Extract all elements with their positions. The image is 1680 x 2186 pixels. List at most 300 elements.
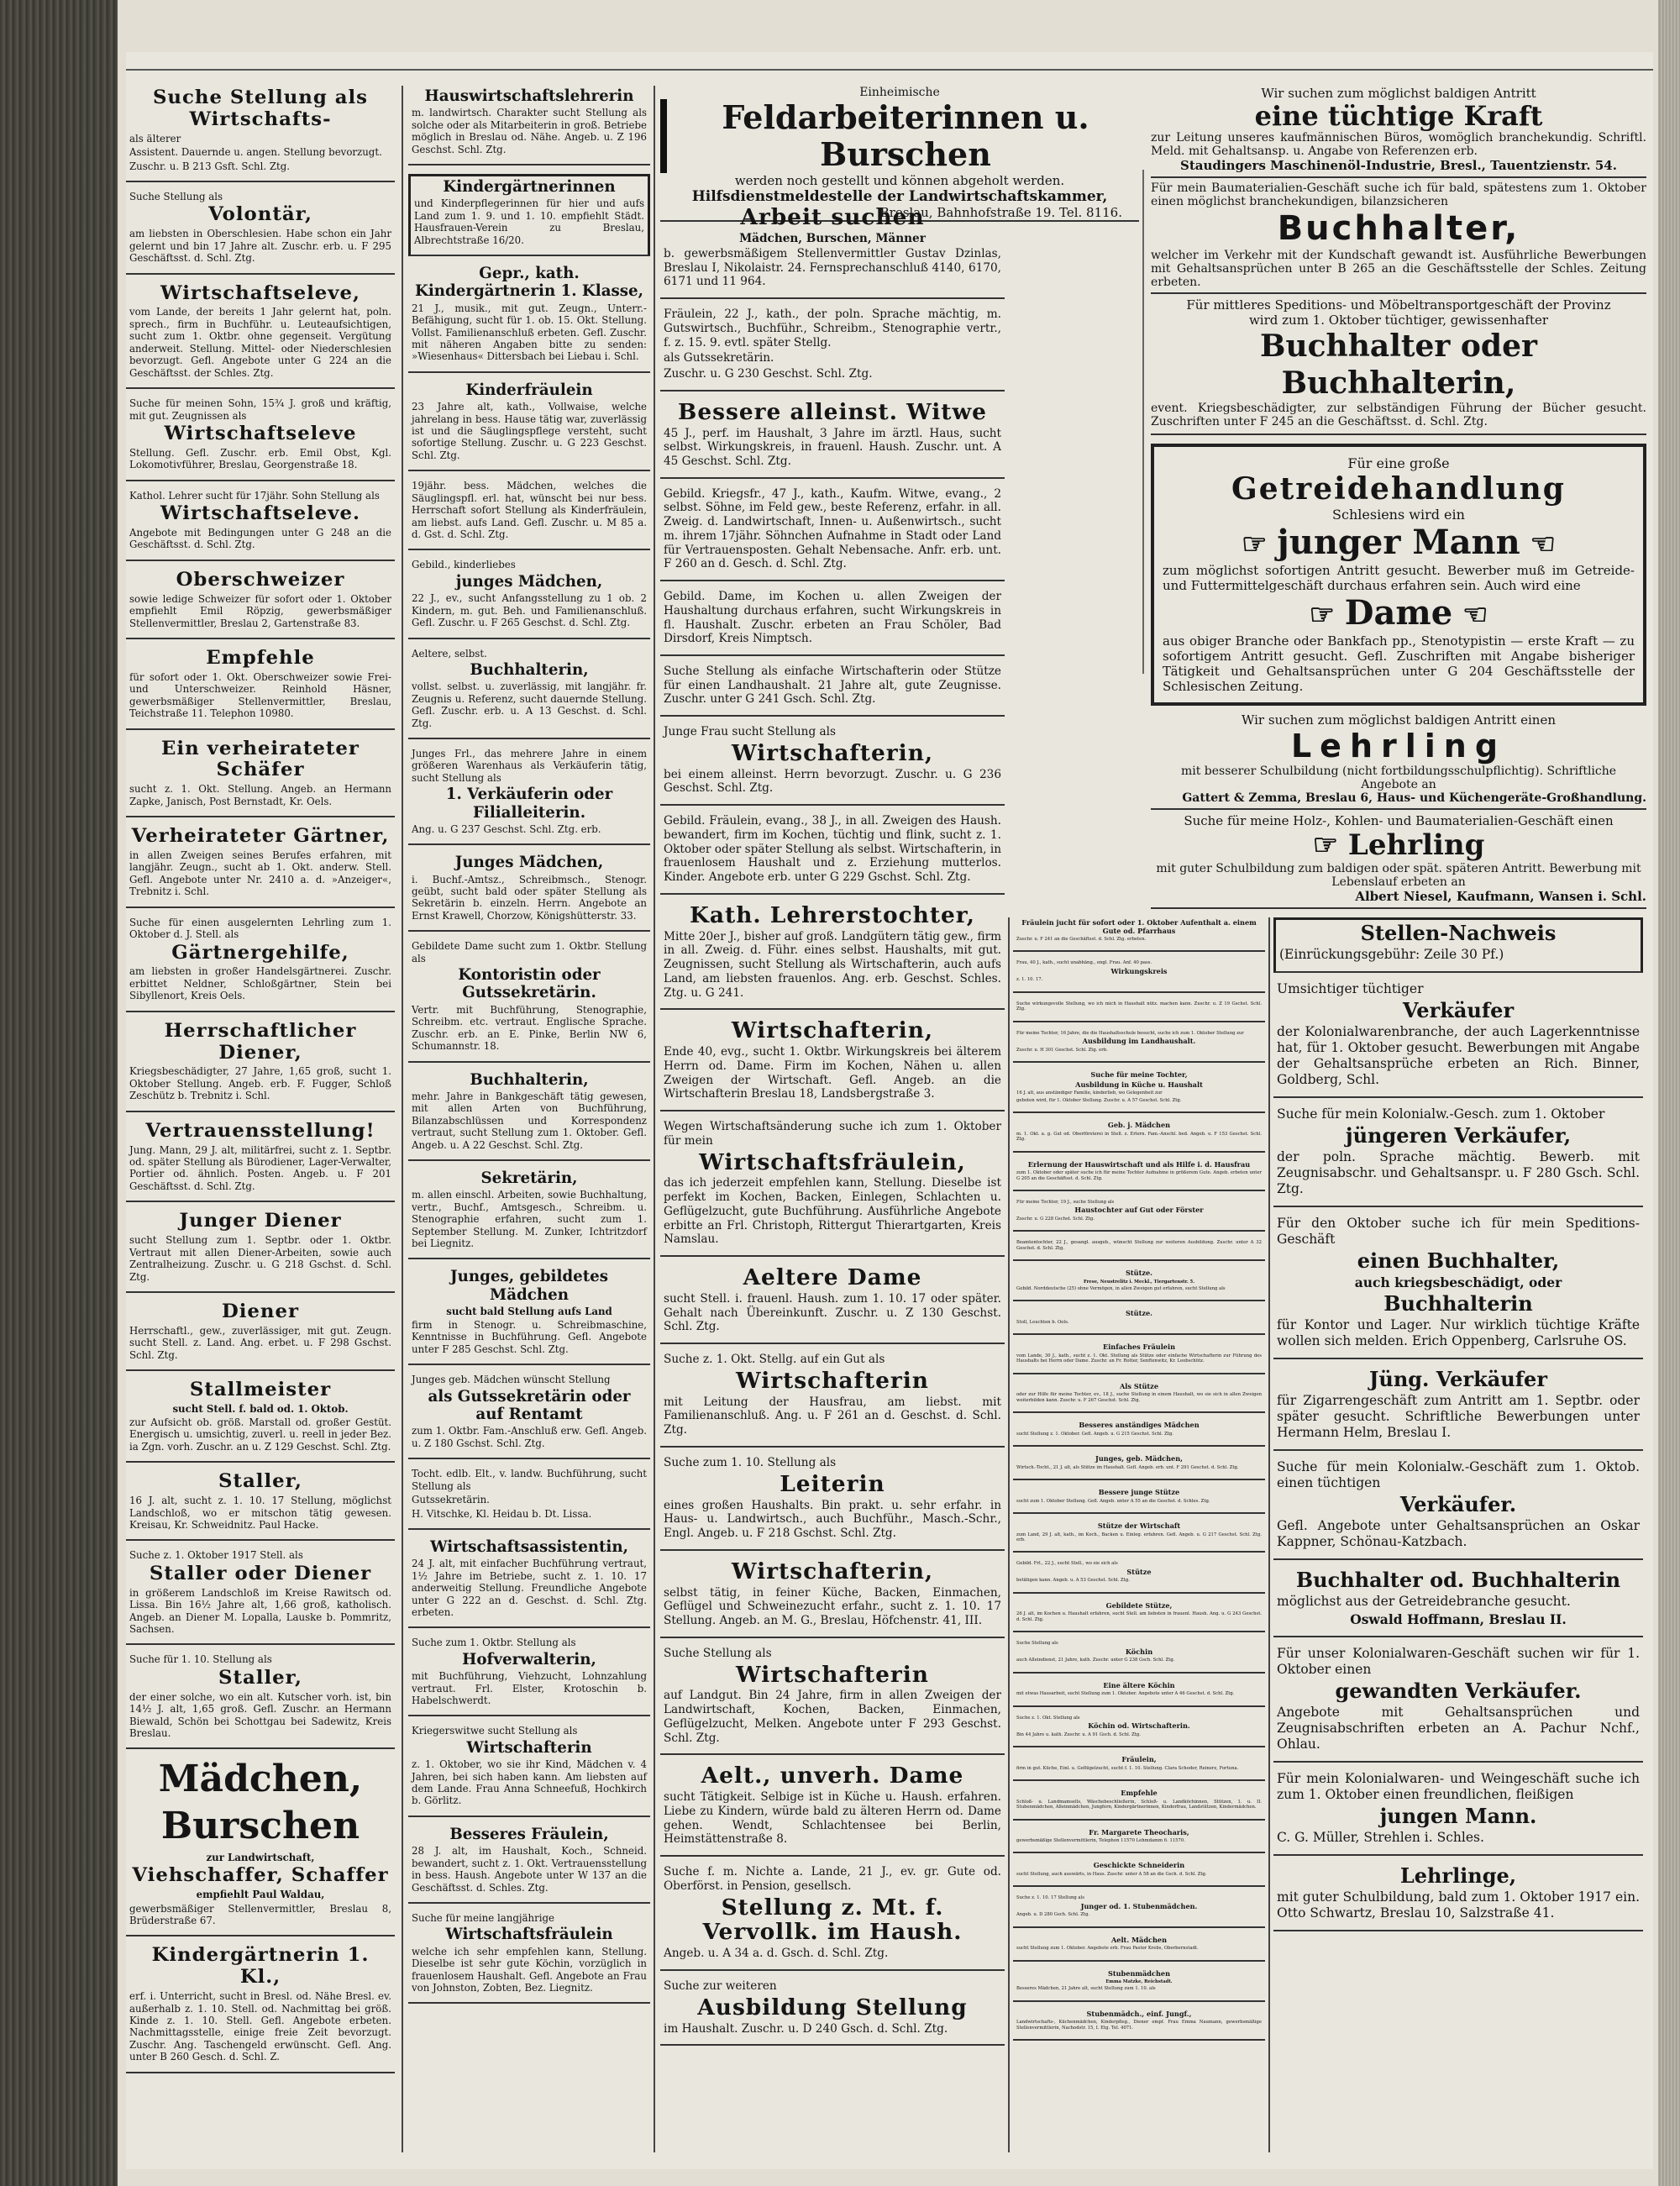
ad-headline: Stütze (1126, 1567, 1152, 1576)
ad-headline: Bessere alleinst. Witwe (678, 398, 987, 425)
ad-text: geboten wird, für 1. Oktober Stellung. Zuschr. u. A 57 Geschst. Schl. Ztg. (1016, 1097, 1182, 1103)
ad-text: z. 1. 10. 17. (1016, 977, 1043, 983)
ad-text: im Haushalt. Zuschr. u. D 240 Gsch. d. Schl. Ztg. (664, 2021, 948, 2036)
ad-headline: Suche Stellung als Wirtschafts- (152, 87, 369, 130)
classified-ad (126, 570, 395, 639)
ad-intro: Suche für mein Kolonialw.-Geschäft zum 1. Oktob. einen tüchtigen (1277, 1459, 1640, 1490)
ad-text: Angebote mit Gehaltsansprüchen und Zeugnisabschriften erbeten an A. Pachur Nchf., Ohlau. (1277, 1705, 1640, 1752)
classified-ad (660, 1120, 1005, 1257)
ad-text: für Kontor und Lager. Nur wirklich tüchtige Kräfte wollen sich melden. Erich Oppenberg, Carlsruhe OS. (1277, 1317, 1640, 1348)
ad-headline: Besseres Fräulein, (449, 1825, 609, 1843)
ad-headline: Stütze der Wirtschaft (1097, 1521, 1181, 1531)
ad-intro: Suche für mein Kolonialw.-Gesch. zum 1. Oktober (1277, 1106, 1605, 1122)
ad-line: Suche für meine Holz-, Kohlen- und Baumaterialien-Geschäft einen (1184, 813, 1614, 828)
ad-intro: Suche zur weiteren (664, 1979, 777, 1994)
classified-ad (126, 283, 395, 389)
ad-text: Zuschr. u. B 213 Gsft. Schl. Ztg. (129, 160, 291, 172)
ad-headline: Wirtschafterin (736, 1661, 929, 1688)
classified-ad (1013, 1383, 1265, 1413)
classified-ad (408, 174, 650, 256)
ad-text: 26 J. alt, im Kochen u. Haushalt erfahren, sucht Stell. am liebsten in frauenl. Haush. Ang. u. G 243 Geschst. d. Schl. Ztg. (1016, 1611, 1262, 1622)
classified-ad (660, 1647, 1005, 1756)
ad-text: sucht Stellung zum 1. Septbr. oder 1. Oktbr. Vertraut mit allen Diener-Arbeiten, sowie auch Zentralheizung. Zuschr. u. G 218 Gschst. d. Schl. Ztg. (129, 1234, 391, 1283)
ad-text: vollst. selbst. u. zuverlässig, mit langjähr. fr. Zeugnis u. Referenz, sucht dauernde Stellung. Gefl. Zuschr. erb. u. A 13 Geschst. d. Schl. Ztg. (412, 680, 647, 729)
ad-headline: Stallmeister (189, 1379, 332, 1401)
classified-ad (408, 1468, 650, 1530)
classified-ad (660, 1865, 1005, 1971)
classified-ad (126, 917, 395, 1012)
ad-headline: Kontoristin oder Gutssekretärin. (458, 966, 601, 1002)
ad-intro: Kathol. Lehrer sucht für 17jähr. Sohn Stellung als (129, 489, 380, 502)
ad-headline: Wirtschaftsassistentin, (430, 1537, 628, 1556)
classified-ad (660, 1456, 1005, 1551)
ad-text: Stoll, Leuchten b. Oels. (1016, 1319, 1069, 1325)
classified-ad (1013, 1001, 1265, 1022)
pointing-hand-icon: ☞ (1309, 598, 1345, 632)
ad-headline: Ausbildung Stellung (697, 1994, 968, 2020)
ad-text: 19jähr. bess. Mädchen, welches die Säuglingspfl. erl. hat, wünscht bei nur bess. Herrschaft sofort Stellung als Kinderfräulein, am liebst. aufs Land. Gefl. Zuschr. u. M 85 a. d. Gst. d. Schl. Ztg. (412, 480, 647, 541)
ad-text: Gebild. Fräulein, evang., 38 J., in all. Zweigen des Haush. bewandert, firm im Kochen, tüchtig und flink, sucht z. 1. Oktober oder später Stellung als selbst. Wirtschafterin, in frauenlosem Haushalt und z. Erziehung mutterlos. Kinder. Angebote erb. unter G 229 Gschst. Schl. Ztg. (664, 814, 1001, 885)
ad-line: Für eine große (1347, 455, 1450, 471)
ad-headline: 1. Verkäuferin oder Filialleiterin. (445, 786, 613, 822)
ad-headline: jungen Mann. (1379, 1804, 1537, 1828)
ad-headline: einen Buchhalter, (1357, 1248, 1560, 1273)
ad-headline: Gebildete Stütze, (1105, 1600, 1173, 1610)
ad-headline: Buchhalter, (1277, 209, 1520, 248)
ad-headline: gewandten Verkäufer. (1335, 1679, 1582, 1703)
ad-text: selbst tätig, in feiner Küche, Backen, Einmachen, Geflügel und Schweinezucht erfahr., sucht z. 1. 10. 17 Stellung. Angeb. an M. G., Breslau, Höfchenstr. 41, III. (664, 1585, 1001, 1628)
ad-text: Gebild. Norddeutsche (25) ohne Vermögen, in allen Zweigen gut erfahren, sucht Stellung als (1016, 1285, 1226, 1291)
classified-ad (1013, 1789, 1265, 1820)
classified-ad (660, 400, 1005, 479)
column-3 (660, 203, 1005, 2144)
ad-text: Jung. Mann, 29 J. alt, militärfrei, sucht z. 1. Septbr. od. später Stellung als Bürodiener, Lager-Verwalter, Portier od. ähnlich. Posten. Angeb. u. F 201 Geschäftsst. d. Schl. Ztg. (129, 1143, 391, 1192)
ad-text: sucht z. 1. Okt. Stellung. Angeb. an Hermann Zapke, Janisch, Post Bernstadt, Kr. Oels. (129, 783, 391, 807)
ad-text: m. allen einschl. Arbeiten, sowie Buchhaltung, vertr., Buchf., Amtsgesch., Schreibm. u. Stenographie erfahren, sucht zum 1. September Stellung. M. Zunker, Ichtritzdorf bei Liegnitz. (412, 1189, 647, 1249)
ad-headline: Buchhalter od. Buchhalterin (1295, 1568, 1621, 1592)
ad-big-headline: Burschen (160, 1805, 360, 1848)
ad-text: mit guter Schulbildung, bald zum 1. Oktober 1917 ein. Otto Schwartz, Breslau 10, Salzstraße 41. (1277, 1889, 1640, 1921)
ad-subheadline: Mädchen, Burschen, Männer (739, 231, 926, 245)
ad-headline: Wirtschaftseleve, (160, 281, 360, 304)
classified-ad (1273, 1459, 1643, 1560)
classified-ad (126, 738, 395, 818)
ad-signature: empfiehlt Paul Waldau, (196, 1889, 325, 1901)
ad-text: sowie ledige Schweizer für sofort oder 1. Oktober empfiehlt Emil Röpzig, gewerbsmäßiger Stellenvermittler, Breslau 2, Gartenstraße 83. (129, 592, 391, 629)
ad-headline: Kinderfräulein (465, 381, 593, 399)
ad-text: b. gewerbsmäßigem Stellenvermittler Gustav Dzinlas, Breslau I, Nikolaistr. 24. Fernsprechanschluß 4140, 6170, 6171 und 11 964. (664, 246, 1001, 289)
classified-ad (1013, 919, 1265, 952)
top-rule (126, 69, 1653, 71)
ad-headline: Stellung z. Mt. f. Vervollk. im Haush. (702, 1894, 963, 1946)
classified-ad (1013, 1200, 1265, 1232)
ad-line: zur Leitung unseres kaufmännischen Büros, womöglich branchekundig. Schriftl. Meld. mit Gehaltsansp. u. Angabe von Referenzen erb. (1151, 131, 1646, 158)
classified-ad (1013, 1071, 1265, 1113)
ad-text: sucht Stellung, auch auswärts, in Haus. Zuschr. unter A 58 an die Gsch. d. Schl. Ztg. (1016, 1871, 1207, 1877)
classified-ad (660, 1559, 1005, 1638)
ad-intro: Für mein Kolonialwaren- und Weingeschäft suche ich zum 1. Oktober einen freundlichen, fleißigen (1277, 1771, 1640, 1802)
ad-headline: Haustochter auf Gut oder Förster (1074, 1206, 1204, 1215)
ad-text: (Einrückungsgebühr: Zeile 30 Pf.) (1279, 947, 1504, 962)
ad-intro: Suche z. 1. Okt. Stellg. auf ein Gut als (664, 1353, 885, 1367)
ad-text: Beamtentochter, 22 J., gesangl. ausgeb., wünscht Stellung zur weiteren Ausbildung. Zuschr. unter A 32 Geschst. d. Schl. Ztg. (1016, 1240, 1262, 1251)
ad-intro: Suche z. 1. Oktober 1917 Stell. als (129, 1549, 303, 1562)
ad-intro: Für meine Tochter, 19 J., suche Stellung als (1016, 1200, 1115, 1206)
ad-text: C. G. Müller, Strehlen i. Schles. (1277, 1830, 1484, 1845)
ad-text: Gebild. Kriegsfr., 47 J., kath., Kaufm. Witwe, evang., 2 selbst. Söhne, im Feld gew., beste Referenz, erfahr. in all. Zweig. d. Landwirtschaft, Innen- u. Außenwirtsch., sucht m. ihrem 17jähr. Söhnchen Aufnahme in Stadt oder Land für Vertrauensposten. Gehalt Nebensache. Anfr. erb. unt. F 260 an d. Gesch. d. Schl. Ztg. (664, 486, 1001, 571)
classified-ad (408, 648, 650, 739)
ad-text: zur Aufsicht ob. größ. Marstall od. großer Gestüt. Energisch u. umsichtig, zuverl. u. reell in jeder Bez. ia Zgn. vorh. Zuschr. an u. Z 129 Geschst. Schl. Ztg. (129, 1416, 391, 1453)
ad-headline: Arbeit suchen (740, 204, 925, 230)
ad-headline: Ausbildung in Küche u. Haushalt (1075, 1080, 1203, 1089)
ad-headline: Kindergärtnerinnen (443, 178, 616, 197)
ad-headline: Lehrlinge, (1399, 1863, 1517, 1888)
classified-ad (1013, 1269, 1265, 1301)
ad-text: welche ich sehr empfehlen kann, Stellung. Dieselbe ist sehr gute Köchin, vorzüglich in frauenlosem Haushalt. Gefl. Angebote an Frau von Johnston, Zobten, Bez. Liegnitz. (412, 1945, 647, 1994)
ad-headline (1163, 523, 1635, 563)
ad-text: m. 1. Okt. a. g. Gut od. Oberförsterei in Stell. z. Erlern. Fam.-Anschl. bed. Angeb. u. F 153 Geschst. Schl. Ztg. (1016, 1131, 1262, 1143)
classified-ad (1013, 1240, 1265, 1261)
classified-ad (660, 307, 1005, 391)
ad-text: Zuschr. u. G 228 Gschst. Schl. Ztg. (1016, 1216, 1095, 1222)
ad-signature: Oswald Hoffmann, Breslau II. (1350, 1611, 1567, 1627)
ad-line: event. Kriegsbeschädigter, zur selbständigen Führung der Bücher gesucht. Zuschriften unter F 245 an die Geschäftsst. d. Schl. Ztg. (1151, 402, 1646, 435)
ad-text: mit Leitung der Hausfrau, am liebst. mit Familienanschluß. Ang. u. F 261 an d. Geschst. d. Schl. Ztg. (664, 1395, 1001, 1437)
classified-ad (408, 854, 650, 932)
classified-ad (1273, 1646, 1643, 1763)
ad-intro: Wegen Wirtschaftsänderung suche ich zum 1. Oktober für mein (664, 1120, 1001, 1148)
ad-line: Hilfsdienstmeldestelle der Landwirtschaftskammer, (691, 188, 1108, 205)
column-4 (1013, 917, 1265, 2144)
classified-ad (660, 814, 1005, 895)
ad-text: Fräulein, 22 J., kath., der poln. Sprache mächtig, m. Gutswirtsch., Buchführ., Schreibm., Stenographie vertr., f. z. 15. 9. evtl. später Stellg. (664, 307, 1001, 349)
ad-text: am liebsten in großer Handelsgärtnerei. Zuschr. erbittet Neldner, Schloßgärtner, Stein bei Sibyllenort, Kreis Oels. (129, 965, 391, 1002)
ad-intro: Suche zum 1. 10. Stellung als (664, 1455, 837, 1469)
classified-ad (126, 826, 395, 908)
ad-intro: Aeltere, selbst. (412, 647, 487, 659)
classified-ad (1013, 1561, 1265, 1593)
classified-ad (126, 1471, 395, 1541)
column-rule (1142, 170, 1144, 674)
ad-text: Assistent. Dauernde u. angen. Stellung bevorzugt. (129, 146, 382, 159)
ad-text: Angeb. u. D 280 Gsch. Schl. Ztg. (1016, 1912, 1090, 1918)
ad-subheadline: Emma Matzke, Reichstadt. (1105, 1979, 1173, 1985)
ad-line: Staudingers Maschinenöl-Industrie, Bresl., Tauentzienstr. 54. (1151, 158, 1646, 178)
column-4-content (1013, 919, 1265, 2041)
classified-ad (1013, 1310, 1265, 1335)
ad-text: vom Lande, der bereits 1 Jahr gelernt hat, poln. sprech., firm in Buchführ. u. Leuteaufsichtigen, sucht zum 1. Oktbr. ohne gegenseit. Vergütung anderweit. Stellung. Mittel- oder Niederschlesien bevorzugt. Gefl. Angebote unter G 224 an die Geschäftsst. der Schles. Ztg. (129, 306, 391, 379)
ad-headline: Stütze. (1125, 1309, 1153, 1318)
ad-intro: Junges Frl., das mehrere Jahre in einem größeren Warenhaus als Verkäuferin tätig, sucht Stellung als (412, 747, 647, 784)
ad-text: bei einem alleinst. Herrn bevorzugt. Zuschr. u. G 236 Geschst. Schl. Ztg. (664, 767, 1001, 796)
ad-text: Gefl. Angebote unter Gehaltsansprüchen an Oskar Kappner, Schönau-Katzbach. (1277, 1518, 1640, 1549)
classified-ad (408, 1374, 650, 1459)
ad-headline: Junger Diener (179, 1210, 342, 1232)
ad-text: vom Lande, 30 J., kath., sucht z. 1. Okt. Stellung als Stütze oder einfache Wirtschafterin zur Führung des Haushalts bei Herrn oder Dame. Zuschr. an Fr. Rotter, Senftenwitz, Kr. Leobschütz. (1016, 1353, 1262, 1364)
ad-headline: Wirtschafterin (736, 1367, 929, 1394)
classified-ad (1013, 1682, 1265, 1707)
ad-text: firm in Stenogr. u. Schreibmaschine, Kenntnisse in Buchführung. Gefl. Angebote unter F 285 Geschst. Schl. Ztg. (412, 1319, 647, 1355)
ad-headline: Ein verheirateter Schäfer (161, 737, 360, 781)
classified-ad (1013, 1161, 1265, 1191)
classified-ad (660, 590, 1005, 656)
ad-headline: Leiterin (780, 1470, 885, 1497)
ad-text: H. Vitschke, Kl. Heidau b. Dt. Lissa. (412, 1507, 592, 1520)
ad-text: Tocht. edlb. Elt., v. landw. Buchführung, sucht Stellung als (412, 1468, 647, 1492)
classified-ad (126, 1211, 395, 1293)
classified-ad (126, 1121, 395, 1203)
classified-ad (126, 87, 395, 182)
pointing-hand-icon: ☞ (1241, 528, 1278, 561)
ad-text: Mitte 20er J., bisher auf groß. Landgütern tätig gew., firm in all. Zweig. d. Führ. eines selbst. Haushalts, mit gut. Zeugnissen, sucht Stellung als Wirtschafterin, auch aufs Land, am liebsten frauenlos. Ang. erb. Geschst. Schles. Ztg. u. G 241. (664, 929, 1001, 1000)
ad-text: Zuschr. u. F 241 an die Geschäftsst. d. Schl. Ztg. erbeten. (1016, 937, 1147, 943)
ad-text: Suche Stellung als einfache Wirtschafterin oder Stütze für einen Landhaushalt. 21 Jahre alt, gute Zeugnisse. Zuschr. unter G 241 Gsch. Schl. Ztg. (664, 664, 1001, 707)
ad-headline: Suche für meine Tochter, (1090, 1070, 1188, 1080)
classified-ad (1013, 1122, 1265, 1152)
ad-intro: Suche f. m. Nichte a. Lande, 21 J., ev. gr. Gute od. Oberförst. in Pension, gesellsch. (664, 1865, 1001, 1893)
ad-intro: Für den Oktober suche ich für mein Speditions-Geschäft (1277, 1216, 1640, 1247)
ad-headline: Stubenmädch., einf. Jungf., (1086, 2009, 1192, 2018)
page-edge (1658, 0, 1680, 2186)
classified-ad (1013, 960, 1265, 992)
classified-ad (1273, 917, 1643, 973)
classified-ad (126, 490, 395, 561)
ad-headline: Wirtschaftsfräulein, (699, 1148, 966, 1175)
classified-ad (408, 480, 650, 550)
ad-headline-text: Lehrling (1347, 828, 1485, 862)
column-rule (654, 86, 655, 2152)
getreide-ad (1151, 444, 1646, 706)
ad-text: 23 Jahre alt, kath., Vollwaise, welche jahrelang in bess. Hause tätig war, zuverlässig ist und die Säuglingspflege versteht, sucht sofortige Stellung. Zuschr. u. G 223 Geschst. Schl. Ztg. (412, 401, 647, 461)
ad-text: i. Buchf.-Amtsz., Schreibmsch., Stenogr. geübt, sucht bald oder später Stellung als Sekretärin b. einzeln. Herrn. Angebote an Ernst Krawell, Chorzow, Königshütterstr. 33. (412, 873, 647, 922)
ad-headline: Besseres anständiges Mädchen (1079, 1421, 1200, 1430)
classified-ad (126, 1653, 395, 1749)
ad-text: mehr. Jahre in Bankgeschäft tätig gewesen, mit allen Arten von Buchführung, Bilanzabschlüssen und Korrespondenz vertraut, sucht Stellung zum 1. Oktober. Gefl. Angeb. u. A 22 Geschst. Schl. Ztg. (412, 1090, 647, 1151)
ad-text: z. 1. Oktober, wo sie ihr Kind, Mädchen v. 4 Jahren, bei sich haben kann. Am liebsten auf dem Lande. Frau Anna Schneefuß, Hochkirch b. Görlitz. (412, 1758, 647, 1807)
ad-text: Landwirtschafts-, Küchenmädchen, Kinderpfleg., Diener empf. Frau Emma Naumann, gewerbsmäßige Stellenvermittlerin, Nachodstr. 15, I. Etg. Tel. 4071. (1016, 2020, 1262, 2031)
ad-headline: als Gutssekretärin oder auf Rentamt (428, 1387, 631, 1424)
pointing-hand-icon: ☞ (1312, 828, 1348, 862)
ad-line: Gattert & Zemma, Breslau 6, Haus- und Küchengeräte-Großhandlung. (1151, 791, 1646, 810)
ad-headline: Kindergärtnerin 1. Kl., (151, 1944, 370, 1989)
classified-ad (126, 1549, 395, 1645)
classified-ad (408, 1637, 650, 1716)
classified-ad (408, 559, 650, 638)
ad-big-headline: Mädchen, (158, 1758, 363, 1801)
classified-ad (1273, 1771, 1643, 1856)
classified-ad (1013, 1421, 1265, 1447)
classified-ad (1013, 2010, 1265, 2041)
ad-text: Herrschaftl., gew., zuverlässiger, mit gut. Zeugn. sucht Stell. z. Land. Ang. erbet. u. F 298 Gschst. Schl. Ztg. (129, 1324, 391, 1361)
ad-headline: Empfehle (206, 646, 315, 669)
classified-ad (126, 1379, 395, 1463)
classified-ad (660, 1353, 1005, 1448)
ad-intro: Junges geb. Mädchen wünscht Stellung (412, 1374, 611, 1386)
ad-intro: Suche Stellung als (129, 191, 223, 202)
classified-ad (126, 1945, 395, 2073)
ad-line: Schlesiens wird ein (1332, 507, 1465, 523)
classified-ad (1273, 1216, 1643, 1359)
classified-ad (408, 940, 650, 1062)
classified-ad (660, 1763, 1005, 1857)
ad-text: als Gutssekretärin. (664, 351, 774, 365)
ad-headline: Wirtschaftsfräulein (445, 1926, 613, 1944)
ad-headline: Verkäufer (1402, 998, 1515, 1022)
ad-headline: Sekretärin, (480, 1169, 578, 1187)
classified-ad (1273, 1368, 1643, 1451)
ad-headline: Verkäufer. (1399, 1492, 1517, 1516)
ad-text: Gebild. Dame, im Kochen u. allen Zweigen der Haushaltung durchaus erfahren, sucht Wirkungskreis in fl. Haushalt. Zuschr. erbeten an Frau Schöler, Bad Dirsdorf, Kreis Nimptsch. (664, 590, 1001, 646)
ad-text: Suche wirkungsvolle Stellung, wo ich mich in Haushalt nütz. machen kann. Zuschr. u. Z 19 Gschst. Schl. Ztg. (1016, 1001, 1262, 1012)
classified-ad (660, 487, 1005, 581)
ad-text: Kriegsbeschädigter, 27 Jahre, 1,65 groß, sucht 1. Oktober Stellung. Angeb. erb. F. Fugger, Schloß Zeschütz b. Trebnitz i. Schl. (129, 1065, 391, 1102)
ad-text: Bin 44 Jahre u. kath. Zuschr. u. A 91 Gsch. d. Schl. Ztg. (1016, 1731, 1141, 1737)
ad-line: aus obiger Branche oder Bankfach pp., Stenotypistin — erste Kraft — zu sofortigem Antritt gesucht. Gefl. Zuschriften mit Angabe bisheriger Tätigkeit und Gehaltsansprüchen unter G 204 Geschäftsstelle der Schlesischen Zeitung. (1163, 633, 1635, 694)
pointing-hand-icon: ☜ (1452, 598, 1488, 632)
ad-headline: Staller, (218, 1666, 302, 1689)
ad-headline: Geb. j. Mädchen (1107, 1121, 1171, 1130)
classified-ad (408, 87, 650, 166)
ad-headline: junges Mädchen, (455, 572, 603, 591)
classified-ad (660, 1979, 1005, 2046)
ad-text: 45 J., perf. im Haushalt, 3 Jahre im ärztl. Haus, sucht selbst. Wirkungskreis, in frauenl. Haush. Zuschr. unt. A 45 Geschst. Schl. Ztg. (664, 426, 1001, 469)
ad-text: der einer solche, wo ein alt. Kutscher vorh. ist, bin 14½ J. alt, 1,65 groß. Gefl. Zuschr. an Hermann Biewald, Schön bei Schottgau bei Sadewitz, Kreis Breslau. (129, 1690, 391, 1740)
ad-text: Ang. u. G 237 Geschst. Schl. Ztg. erb. (412, 822, 601, 835)
ad-text: für Zigarrengeschäft zum Antritt am 1. Septbr. oder später gesucht. Schriftliche Bewerbungen unter Hermann Helm, Breslau I. (1277, 1393, 1640, 1440)
ad-line: Für mein Baumaterialien-Geschäft suche ich für bald, spätestens zum 1. Oktober einen möglichst branchekundigen, bilanzsicheren (1151, 181, 1646, 208)
classified-ad (660, 1018, 1005, 1111)
column-6 (1273, 917, 1643, 2144)
ad-text: Wirtsch.-Tocht., 21 J. alt, als Stütze im Haushalt. Gefl. Angeb. erb. unt. F 291 Geschst. d. Schl. Ztg. (1016, 1464, 1239, 1470)
ad-headline: Hofverwalterin, (462, 1650, 596, 1668)
classified-ad (1013, 1489, 1265, 1514)
ad-headline: Lehrling (1290, 728, 1507, 765)
classified-ad (1273, 1569, 1643, 1637)
classified-ad (408, 1071, 650, 1161)
ad-text: 16 J. alt, aus anständiger Familie, kinderlieb, wo Gelegenheit zur (1016, 1090, 1163, 1096)
ad-intro: Gebild., kinderliebes (412, 559, 516, 571)
classified-ad (126, 1758, 395, 1936)
classified-ad (660, 725, 1005, 806)
ad-text: der Kolonialwarenbranche, der auch Lagerkenntnisse hat, für 1. Oktober gesucht. Bewerbungen mit Angabe der Gehaltsansprüche erbeten an Rich. Binner, Goldberg, Schl. (1277, 1024, 1640, 1087)
classified-ad (1013, 1602, 1265, 1632)
classified-ad (126, 1301, 395, 1371)
ad-text: Zuschr. u. H 301 Geschst. Schl. Ztg. erb. (1016, 1047, 1108, 1053)
ad-headline: Köchin od. Wirtschafterin. (1088, 1721, 1190, 1731)
ad-intro: Suche für meinen Sohn, 15¾ J. groß und kräftig, mit gut. Zeugnissen als (129, 397, 391, 422)
classified-ad (408, 1538, 650, 1628)
ad-text: Ende 40, evg., sucht 1. Oktbr. Wirkungskreis bei älterem Herrn od. Dame. Firm im Kochen, Nähen u. allen Zweigen der Wirtschaft. Gefl. Angeb. an die Wirtschafterin Breslau 18, Landsbergstraße 3. (664, 1045, 1001, 1101)
ad-headline: Wirtschafterin, (731, 739, 934, 766)
column-rule (402, 86, 403, 2152)
ad-text: 22 J., ev., sucht Anfangsstellung zu 1 ob. 2 Kindern, m. gut. Beh. und Familienanschluß. Gefl. Zuschr. u. F 265 Geschst. d. Schl. Ztg. (412, 592, 647, 629)
ad-intro: Umsichtiger tüchtiger (1277, 981, 1424, 996)
ad-line: Für mittleres Speditions- und Möbeltransportgeschäft der Provinz (1186, 297, 1611, 313)
ad-subheadline: auch kriegsbeschädigt, oder (1354, 1274, 1562, 1290)
ad-headline: Einfaches Fräulein (1102, 1343, 1176, 1352)
column-rule (1008, 917, 1010, 2152)
ad-intro: Für meine Tochter, 16 Jahre, die die Haushaltsschule besucht, suche ich zum 1. Oktober Stellung zur (1016, 1030, 1244, 1036)
classified-ad (1273, 1106, 1643, 1207)
ad-line: werden noch gestellt und können abgeholt werden. (734, 173, 1065, 188)
ad-headline: Diener (221, 1300, 300, 1322)
ad-headline: Wirtschaftseleve (164, 422, 357, 444)
ad-text: 24 J. alt, mit einfacher Buchführung vertraut, 1½ Jahre im Betriebe, sucht z. 1. 10. 17 anderweitig Stellung. Freundliche Angebote unter G 222 an d. Geschst. d. Schl. Ztg. erbeten. (412, 1558, 647, 1618)
ad-intro: Suche für meine langjährige (412, 1911, 554, 1924)
ad-headline: Buchhalterin, (470, 1070, 589, 1089)
ad-text: mit etwas Hausarbeit, sucht Stellung zum 1. Oktober. Angebote unter A 46 Geschst. d. Schl. Ztg. (1016, 1691, 1235, 1697)
ad-text: sucht zum 1. Oktober Stellung. Gefl. Angeb. unter A 55 an die Geschst. d. Schles. Ztg. (1016, 1498, 1210, 1504)
classified-ad (1013, 1970, 1265, 2002)
classified-ad (408, 265, 650, 373)
ad-headline: Buchhalter oder Buchhalterin, (1260, 328, 1537, 401)
ad-text: oder zur Hilfe für meine Tochter, ev., 18 J., suche Stellung in einem Haushalt, wo sie sich in allen Zweigen weiterbilden kann. Zuschr. u. F 267 Geschst. Schl. Ztg. (1016, 1392, 1262, 1403)
ad-text: Stellung. Gefl. Zuschr. erb. Emil Obst, Kgl. Lokomotivführer, Breslau, Georgenstraße 18. (129, 446, 391, 471)
classified-ad (1273, 981, 1643, 1098)
ad-headline: Aeltere Dame (743, 1264, 922, 1291)
ad-intro: Suche Stellung als (1016, 1641, 1058, 1647)
ad-line: Albert Niesel, Kaufmann, Wansen i. Schl. (1151, 889, 1646, 909)
classified-ad (1013, 1522, 1265, 1553)
ad-intro: Suche für 1. 10. Stellung als (129, 1653, 272, 1666)
ad-headline (1151, 828, 1646, 862)
feldarbeiter-ad (660, 86, 1139, 222)
ad-text: sucht Tätigkeit. Selbige ist in Küche u. Haush. erfahren. Liebe zu Kindern, würde bald zu älteren Herrn od. Dame gehen. Wendt, Schlachtensee bei Berlin, Heimstättenstraße 8. (664, 1790, 1001, 1847)
ad-text: eines großen Haushalts. Bin prakt. u. sehr erfahr. in Haus- u. Landwirtsch., auch Buchführ., Masch.-Schr., Engl. Angeb. u. F 218 Gschst. Schl. Ztg. (664, 1498, 1001, 1540)
ad-subheadline: Frese, Neustrelitz i. Meckl., Tiergartenstr. 5. (1083, 1279, 1195, 1285)
classified-ad (1013, 1641, 1265, 1673)
ad-text: sucht Stellung z. 1. Oktober. Gefl. Angeb. u. G 215 Geschst. Schl. Ztg. (1016, 1431, 1173, 1437)
right-banners (1151, 86, 1646, 909)
ad-text: als älterer (129, 132, 181, 145)
ad-headline: Hauswirtschaftslehrerin (424, 87, 634, 105)
ad-text: firm in gut. Küche, Einl. u. Geflügelzucht, sucht f. 1. 10. Stellung. Clara Schoder, Reinerz, Fortuna. (1016, 1765, 1239, 1771)
ad-kicker: Einheimische (859, 86, 940, 99)
ad-headline: Stellen-Nachweis (1360, 921, 1557, 945)
ad-subheadline: sucht bald Stellung aufs Land (446, 1306, 612, 1317)
ad-text: mit Buchführung, Viehzucht, Lohnzahlung vertraut. Frl. Elster, Krotoschin b. Habelschwerdt. (412, 1670, 647, 1706)
ad-headline: Verheirateter Gärtner, (131, 825, 390, 848)
ad-headline: Aelt., unverh. Dame (701, 1763, 964, 1789)
classified-ad (408, 1268, 650, 1365)
book-spine (0, 0, 118, 2186)
ad-headline: Stütze. (1125, 1269, 1153, 1278)
classified-ad (408, 1725, 650, 1816)
column-rule (1268, 917, 1270, 2152)
pointing-hand-icon: ☜ (1520, 528, 1557, 561)
classified-ad (1013, 1756, 1265, 1781)
ad-text: möglichst aus der Getreidebranche gesucht. (1277, 1594, 1571, 1609)
ad-line: mit besserer Schulbildung (nicht fortbildungsschulpflichtig). Schriftliche Angebote an (1180, 765, 1617, 791)
ad-headline: Staller, (218, 1470, 302, 1493)
classified-ad (660, 205, 1005, 299)
ad-headline: Wirtschafterin, (731, 1558, 934, 1584)
classified-ad (408, 1826, 650, 1904)
ad-headline: Fräulein, (1121, 1755, 1157, 1764)
classified-ad (408, 381, 650, 471)
ad-headline: Stubenmädchen (1107, 1968, 1171, 1978)
ad-headline: Gärtnergehilfe, (171, 941, 349, 964)
ad-headline: Erlernung der Hauswirtschaft und als Hilfe i. d. Hausfrau (1027, 1159, 1251, 1169)
ad-text: der poln. Sprache mächtig. Bewerb. mit Zeugnisabschr. und Gehaltsanspr. u. F 280 Gsch. Schl. Ztg. (1277, 1149, 1640, 1196)
ad-text: zum 1. Oktober oder später suche ich für meine Tochter Aufnahme in größerem Gute. Angeb. erbeten unter G 205 an die Geschäftsst. d. Schl. Ztg. (1016, 1170, 1262, 1181)
ad-headline: eine tüchtige Kraft (1254, 100, 1543, 132)
ad-text: Schloß- u. Landmamsells, Wäschebeschließerin, Schloß- u. Landköchinnen, Stützen, 1. u. II. Stubenmädchen, Alleinmädchen, Jungfern, Kindergärtnerinnen, Kinderfrau, Landstützen, Kindermädchen. (1016, 1799, 1262, 1810)
classified-ad (1013, 1716, 1265, 1747)
classified-ad (1013, 1936, 1265, 1962)
classified-ad (660, 903, 1005, 1011)
ad-headline: Kath. Lehrerstochter, (690, 901, 975, 928)
